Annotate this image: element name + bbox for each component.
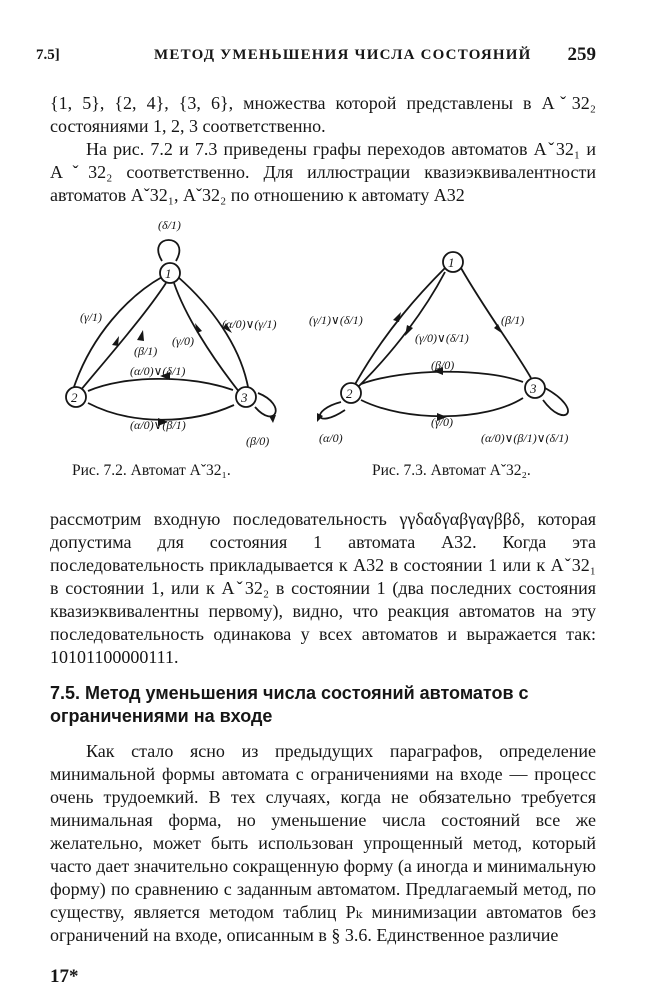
arrow-3-1-inner	[195, 323, 202, 333]
loop-node-2	[320, 402, 345, 419]
figure-7-3-caption: Рис. 7.3. Автомат Аˇ32₂.	[372, 462, 531, 479]
figure-7-2-state-graph	[50, 215, 310, 455]
label-edge-2-1: (γ/1)∨(δ/1)	[309, 313, 363, 327]
loop-node-1	[158, 240, 179, 261]
paragraph-bottom: Как стало ясно из предыдущих параграфов, определение минимальной формы автомата с ограничениями на входе — процесс очень трудоемкий. В тех случаях, когда не обязательно требуется минимальная форма, но уменьшение числа состояний все же желательно, может быть использован упрощенный метод, который часто дает значительно сокращенную форму (а иногда и минимальную форму) по сравнению с заданным автоматом. Предлагаемый метод, по существу, является методом таблиц Pₖ минимизации автоматов без ограничений на входе, описанным в § 3.6. Единственное различие	[50, 741, 596, 945]
arrow-2-1-outer	[393, 312, 401, 322]
page-number: 259	[567, 44, 596, 65]
paragraph-middle: рассмотрим входную последовательность γγδαδγαβγαγββδ, которая допустима для состояния 1 автомата А32. Когда эта последовательность прикладывается к А32 в состоянии 1 или к Аˇ32₁ в состоянии 1, или к Аˇ32₂ в состоянии 1 (два последних состояния квазиэквивалентны первому), видно, что реакция автоматов на эту последовательность одинакова у всех автоматов и выражается так: 10101100000111.	[50, 509, 596, 667]
header-title: МЕТОД УМЕНЬШЕНИЯ ЧИСЛА СОСТОЯНИЙ	[154, 47, 532, 63]
signature-mark: 17*	[50, 966, 79, 987]
label-edge-3-2: (α/0)∨(δ/1)	[130, 364, 186, 378]
edge-1-3-outer	[178, 277, 248, 387]
node-3-label: 3	[530, 381, 537, 396]
arrow-2-1-inner	[137, 330, 144, 341]
paragraph-top-1: {1, 5}, {2, 4}, {3, 6}, множества которой представлены в Аˇ32₂ состояниями 1, 2, 3 соответственно.	[50, 93, 596, 136]
label-edge-2-1: (γ/1)	[80, 310, 103, 324]
label-edge-2-1-inner: (β/1)	[134, 344, 158, 358]
header-section-number: 7.5]	[36, 47, 60, 63]
label-edge-1-3: (β/1)	[501, 313, 525, 327]
figure-7-2-caption: Рис. 7.2. Автомат Аˇ32₁.	[72, 462, 231, 479]
arrow-1-2-inner	[405, 325, 413, 336]
label-loop-3: (α/0)∨(β/1)∨(δ/1)	[481, 431, 569, 445]
loop-node-3	[543, 388, 568, 415]
arrow-loop-3	[269, 415, 276, 423]
label-edge-2-3: (γ/0)	[431, 415, 454, 429]
arrow-2-1-outer	[112, 336, 119, 346]
node-3-label: 3	[241, 390, 248, 405]
label-loop-2: (α/0)	[319, 431, 343, 445]
label-edge-2-3: (α/0)∨(β/1)	[130, 418, 186, 432]
label-edge-1-2-inner: (γ/0)∨(δ/1)	[415, 331, 469, 345]
edge-2-3	[361, 398, 523, 416]
label-loop-3: (β/0)	[246, 434, 270, 448]
label-edge-3-2: (β/0)	[431, 358, 455, 372]
loop-node-3	[255, 393, 276, 416]
figure-7-3-state-graph	[305, 240, 605, 455]
section-heading: 7.5. Метод уменьшения числа состояний автоматов с ограничениями на входе	[50, 683, 529, 726]
node-2-label: 2	[346, 386, 353, 401]
paragraph-top-2: На рис. 7.2 и 7.3 приведены графы переходов автоматов Аˇ32₁ и Аˇ32₂ соответственно. Для иллюстрации квазиэквивалентности автоматов Аˇ32₁, Аˇ32₂ по отношению к автомату А32	[50, 139, 596, 205]
label-loop-1: (δ/1)	[158, 218, 181, 232]
running-header	[36, 44, 596, 69]
node-1-label: 1	[165, 266, 172, 281]
label-edge-3-1-inner: (γ/0)	[172, 334, 195, 348]
node-2-label: 2	[71, 390, 78, 405]
node-1-label: 1	[448, 255, 455, 270]
edge-3-2	[88, 379, 233, 391]
label-edge-1-3: (α/0)∨(γ/1)	[222, 317, 277, 331]
